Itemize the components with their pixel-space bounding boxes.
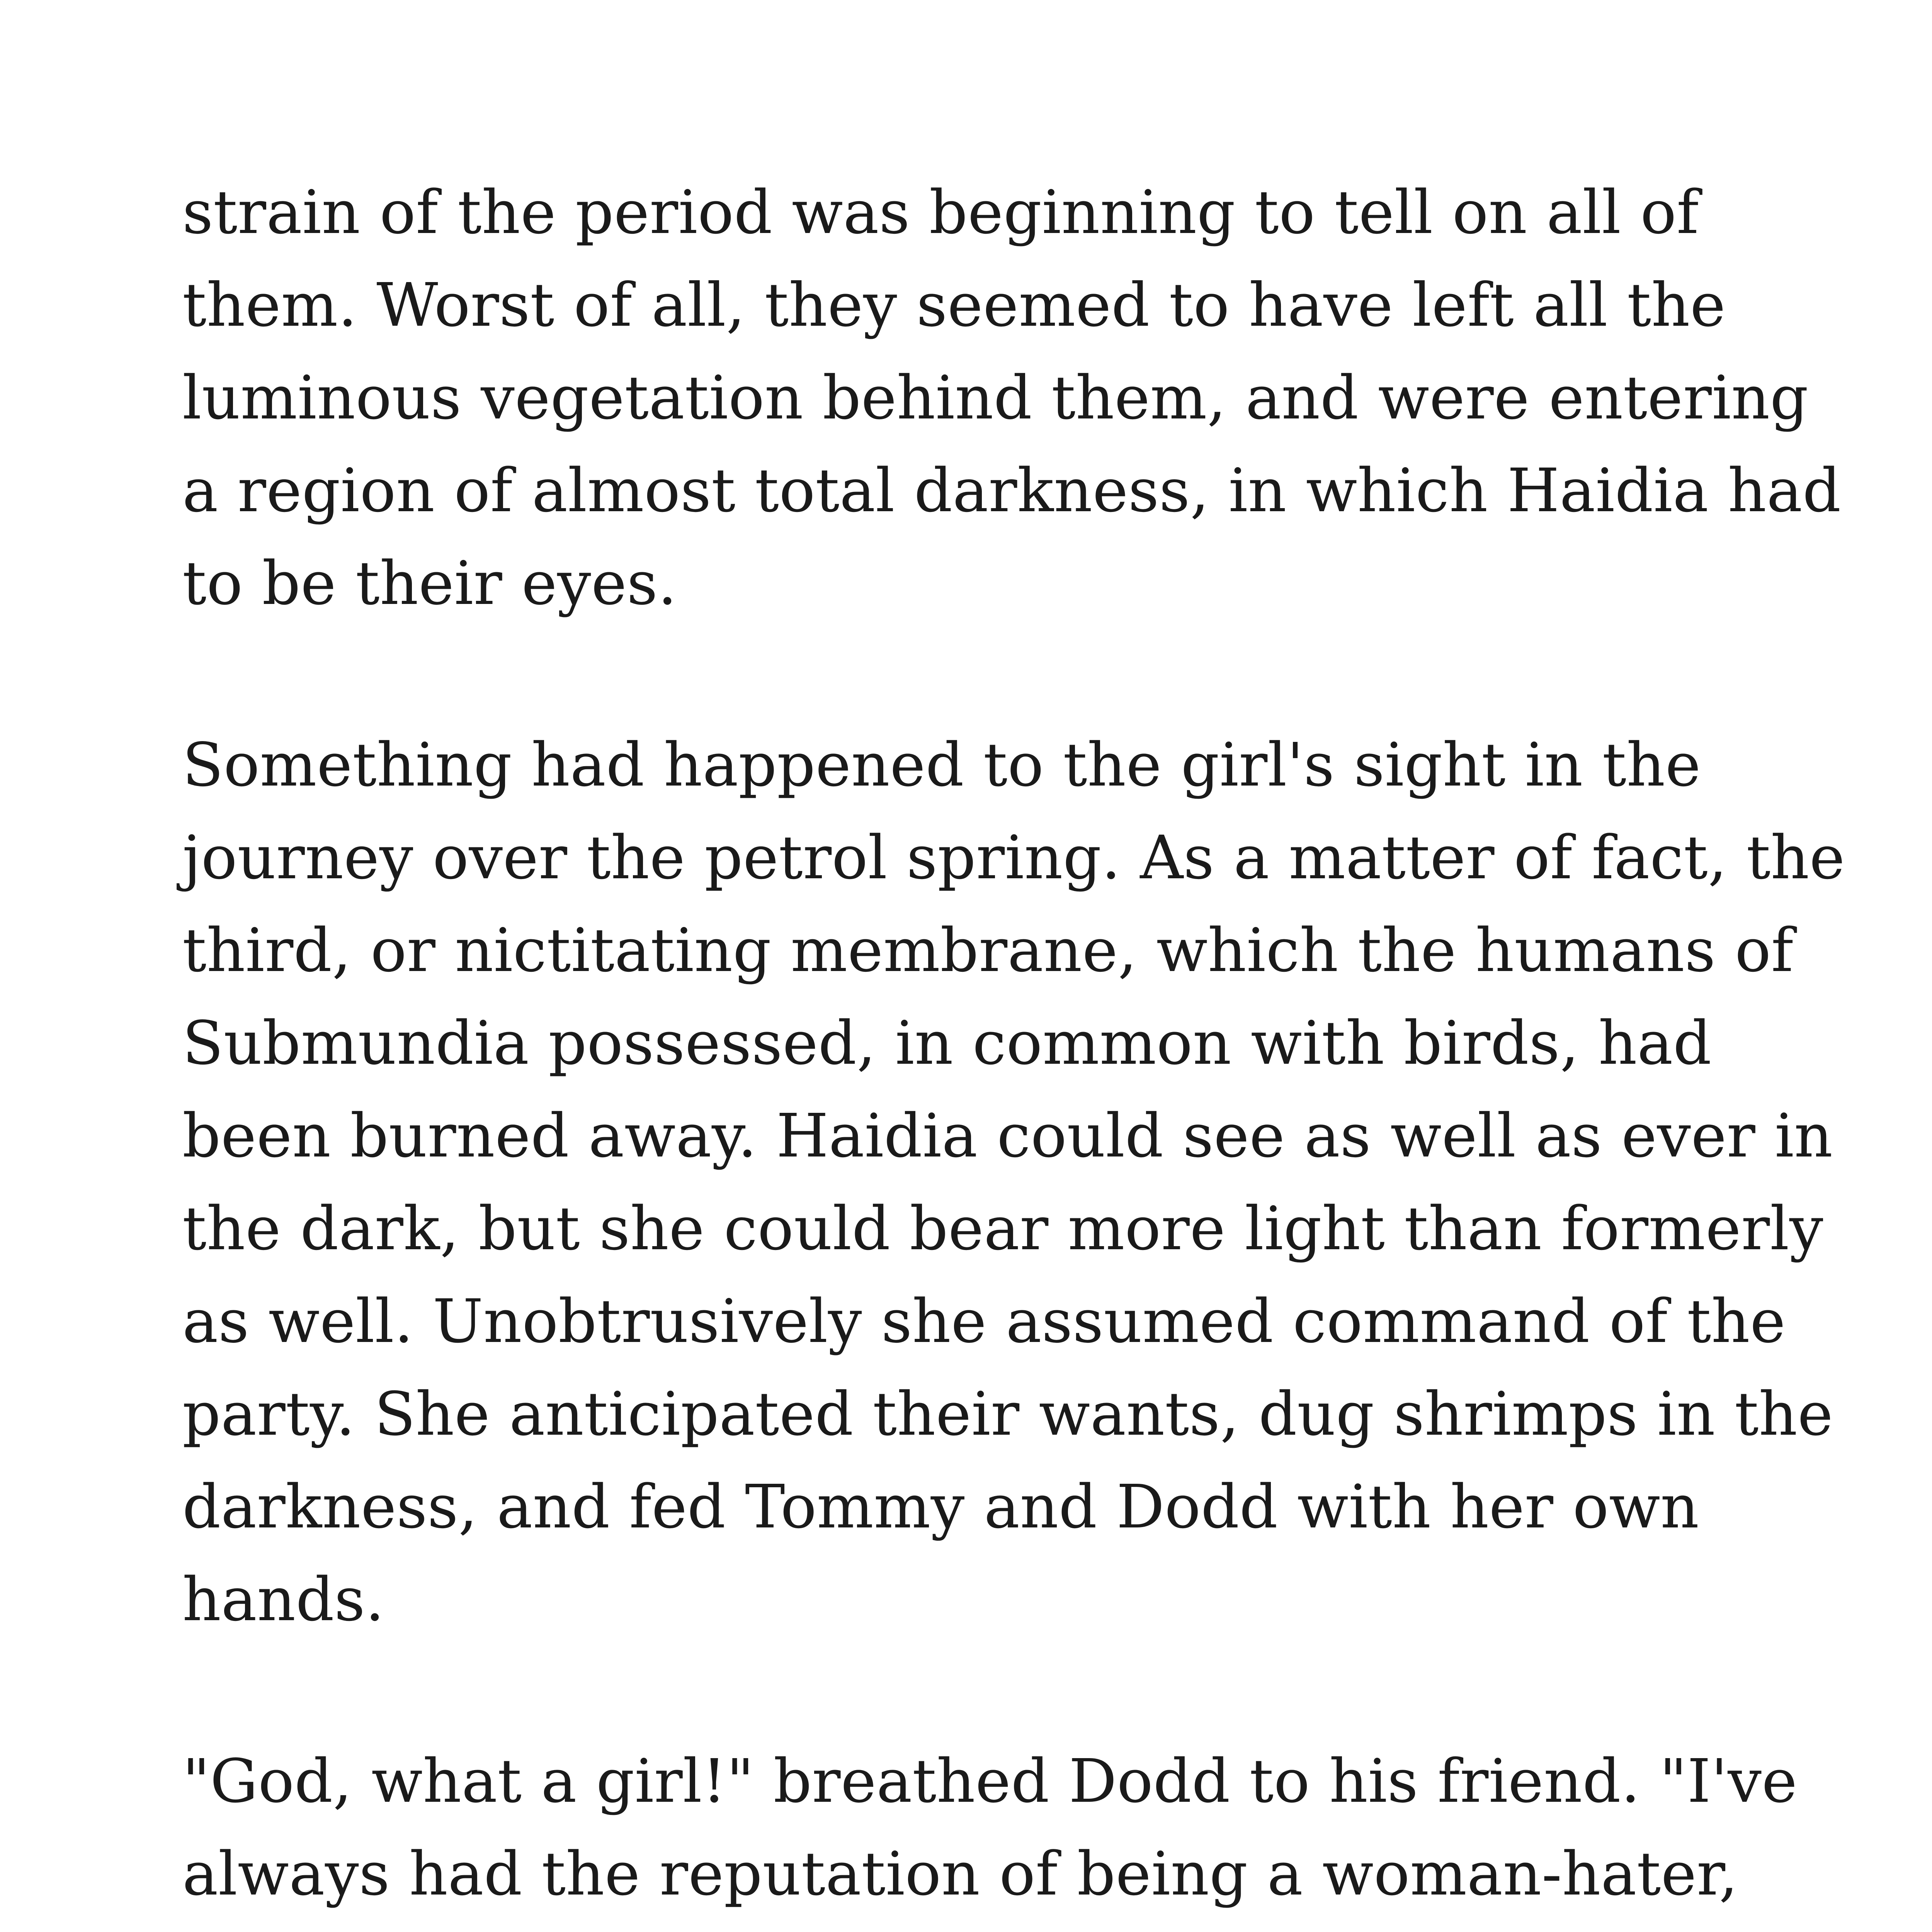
- text-line: Submundia possessed, in common with birds, had: [182, 1008, 1712, 1078]
- text-line: them. Worst of all, they seemed to have left all the: [182, 270, 1726, 340]
- text-line: strain of the period was beginning to tell on all of: [182, 177, 1699, 247]
- text-line: been burned away. Haidia could see as well as ever in: [182, 1101, 1833, 1171]
- text-line: journey over the petrol spring. As a matter of fact, the: [182, 823, 1845, 893]
- text-line: party. She anticipated their wants, dug shrimps in the: [182, 1379, 1833, 1449]
- text-line: the dark, but she could bear more light than formerly: [182, 1194, 1823, 1264]
- text-line: Something had happened to the girl's sight in the: [182, 730, 1701, 800]
- text-line: [182, 1920, 1825, 1932]
- text-line: a region of almost total darkness, in which Haidia had: [182, 456, 1841, 526]
- text-line: third, or nictitating membrane, which the humans of: [182, 915, 1794, 985]
- text-line: luminous vegetation behind them, and were entering: [182, 363, 1809, 433]
- text-line: to be their eyes.: [182, 548, 677, 618]
- paragraph: [182, 1735, 1825, 1932]
- paragraph: [182, 719, 1845, 1646]
- text-line: darkness, and fed Tommy and Dodd with her own: [182, 1472, 1699, 1542]
- text-line: always had the reputation of being a woman-hater,: [182, 1839, 1738, 1909]
- paragraph: [182, 166, 1841, 630]
- paragraph-gap: [182, 630, 1825, 719]
- paragraph-gap: [182, 1646, 1825, 1735]
- text-line: "God, what a girl!" breathed Dodd to his friend. "I've: [182, 1746, 1798, 1816]
- body-text: [182, 166, 1845, 1932]
- text-line: as well. Unobtrusively she assumed command of the: [182, 1286, 1786, 1356]
- text-line: hands.: [182, 1565, 385, 1634]
